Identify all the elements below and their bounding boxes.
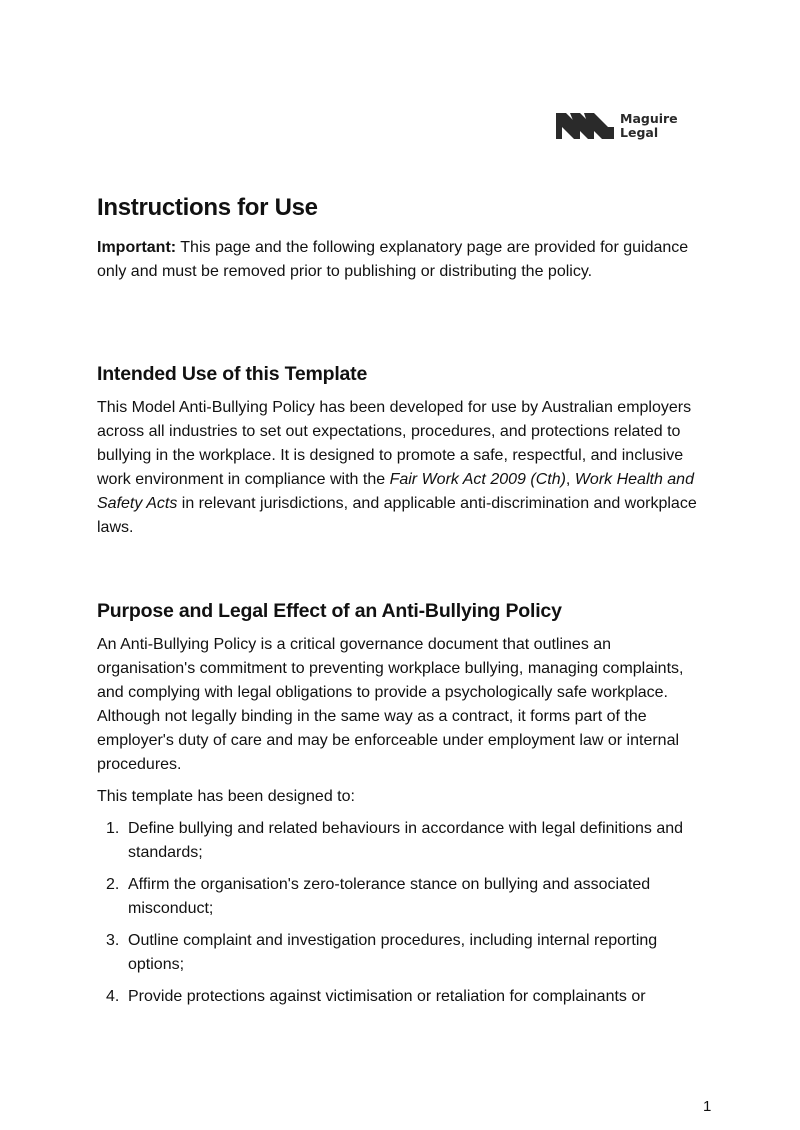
list-intro: This template has been designed to: (97, 788, 355, 805)
instructions-section (97, 190, 697, 284)
intended-use-text-2: in relevant jurisdictions, and applicable anti-discrimination and workplace laws. (97, 495, 697, 536)
intended-use-heading: Intended Use of this Template (97, 363, 368, 385)
list-item (97, 929, 697, 977)
list-item (97, 873, 697, 921)
list-number: 3. (106, 932, 120, 949)
company-logo (556, 112, 678, 140)
purpose-paragraph: An Anti-Bullying Policy is a critical governance document that outlines an organisation's commitment to preventing workplace bullying, managing complaints, and complying with legal obligations to provide a psychologically safe workplace. Although not legally binding in the same way as a contract, it forms part of the employer's duty of care and may be enforceable under employment law or internal procedures. (97, 636, 684, 773)
list-item (97, 817, 697, 865)
list-item (97, 985, 697, 1009)
intended-use-section (97, 360, 697, 540)
list-text: Define bullying and related behaviours in accordance with legal definitions and standards; (128, 820, 684, 861)
intended-use-text-1: This Model Anti-Bullying Policy has been developed for use by Australian employers across all industries to set out expectations, procedures, and protections related to bullying in the workplace. It is designed to promote a safe, respectful, and inclusive work environment in compliance with the (97, 399, 692, 488)
list-text: Affirm the organisation's zero-tolerance stance on bullying and associated misconduct; (128, 876, 651, 917)
logo-line-1: Maguire (620, 111, 678, 126)
page-title: Instructions for Use (97, 194, 318, 221)
important-label: Important: (97, 239, 177, 256)
important-notice (97, 236, 697, 284)
logo-line-2: Legal (620, 125, 659, 140)
list-number: 4. (106, 988, 120, 1005)
purpose-list (97, 817, 697, 1009)
fair-work-act-citation: Fair Work Act 2009 (Cth) (389, 471, 566, 488)
list-text: Provide protections against victimisation or retaliation for complainants or (128, 988, 646, 1005)
whs-acts-citation: Work Health and Safety Acts (97, 471, 694, 512)
maguire-legal-logo-icon (556, 113, 614, 139)
important-text: This page and the following explanatory page are provided for guidance only and must be removed prior to publishing or distributing the policy. (97, 239, 689, 280)
document-content (97, 190, 697, 1005)
list-text: Outline complaint and investigation procedures, including internal reporting options; (128, 932, 658, 973)
page-number: 1 (703, 1098, 712, 1115)
list-number: 1. (106, 820, 120, 837)
purpose-section (97, 597, 697, 1017)
intended-use-paragraph (97, 396, 697, 540)
purpose-heading: Purpose and Legal Effect of an Anti-Bullying Policy (97, 600, 562, 622)
list-number: 2. (106, 876, 120, 893)
logo-wordmark (620, 112, 678, 140)
citation-separator: , (565, 471, 575, 488)
